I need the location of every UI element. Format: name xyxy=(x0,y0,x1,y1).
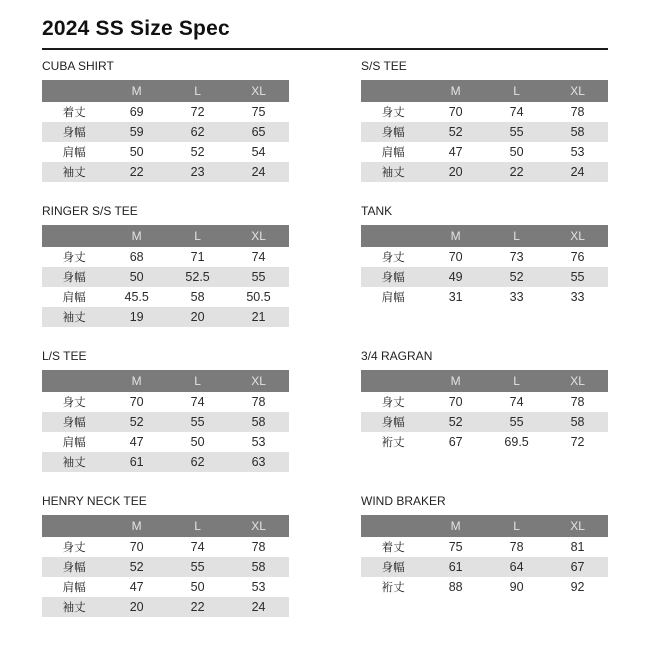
size-value: 33 xyxy=(570,289,585,304)
row-label: 肩幅 xyxy=(62,436,86,449)
size-value: 62 xyxy=(190,124,205,139)
size-value: 50 xyxy=(190,434,205,449)
size-value: 22 xyxy=(190,599,205,614)
table-body xyxy=(361,247,608,307)
header-row xyxy=(361,225,608,247)
table-title: 3/4 RAGRAN xyxy=(361,349,433,364)
row-label: 袖丈 xyxy=(62,456,86,469)
row-label: 身丈 xyxy=(381,251,405,264)
header-empty-cell xyxy=(42,80,106,102)
table-row xyxy=(42,557,289,577)
size-table-group xyxy=(42,204,289,326)
size-value: 70 xyxy=(129,394,144,409)
size-value: 75 xyxy=(251,104,266,119)
size-value: 75 xyxy=(448,539,463,554)
size-value: 50 xyxy=(129,144,144,159)
table-row xyxy=(361,577,608,597)
size-value: 70 xyxy=(129,539,144,554)
table-row xyxy=(42,122,289,142)
size-value: 22 xyxy=(509,164,524,179)
column-header: L xyxy=(167,370,228,392)
table-body xyxy=(361,537,608,597)
table-row xyxy=(361,537,608,557)
size-value: 74 xyxy=(251,249,266,264)
row-label: 肩幅 xyxy=(381,146,405,159)
row-label: 袖丈 xyxy=(62,601,86,614)
table-row xyxy=(361,162,608,182)
table-title: CUBA SHIRT xyxy=(42,59,114,74)
size-value: 50 xyxy=(190,579,205,594)
size-table xyxy=(361,515,608,597)
table-row xyxy=(42,597,289,617)
row-label: 身丈 xyxy=(381,106,405,119)
size-value: 50.5 xyxy=(246,289,271,304)
size-table xyxy=(42,370,289,472)
column-header: XL xyxy=(547,225,608,247)
size-value: 24 xyxy=(251,599,266,614)
header-empty-cell xyxy=(361,515,425,537)
table-title: L/S TEE xyxy=(42,349,87,364)
size-value: 47 xyxy=(129,434,144,449)
size-table-group xyxy=(361,204,608,306)
size-value: 58 xyxy=(251,414,266,429)
size-value: 78 xyxy=(251,539,266,554)
column-header: XL xyxy=(547,80,608,102)
size-value: 52 xyxy=(509,269,524,284)
table-body xyxy=(361,392,608,452)
size-value: 58 xyxy=(570,414,585,429)
column-header: M xyxy=(106,225,167,247)
size-value: 53 xyxy=(570,144,585,159)
table-row xyxy=(42,577,289,597)
table-row xyxy=(361,557,608,577)
size-value: 53 xyxy=(251,579,266,594)
size-value: 55 xyxy=(190,559,205,574)
size-value: 69 xyxy=(129,104,144,119)
header-row xyxy=(361,370,608,392)
table-title: TANK xyxy=(361,204,393,219)
column-header: XL xyxy=(547,370,608,392)
row-label: 身幅 xyxy=(381,416,405,429)
column-header: M xyxy=(106,370,167,392)
size-value: 78 xyxy=(570,394,585,409)
size-value: 69.5 xyxy=(504,434,529,449)
size-value: 72 xyxy=(190,104,205,119)
row-label: 身幅 xyxy=(381,561,405,574)
size-value: 68 xyxy=(129,249,144,264)
row-label: 裄丈 xyxy=(381,581,405,594)
size-value: 76 xyxy=(570,249,585,264)
row-label: 身丈 xyxy=(381,396,405,409)
row-label: 袖丈 xyxy=(62,311,86,324)
column-header: L xyxy=(486,515,547,537)
size-value: 20 xyxy=(129,599,144,614)
column-header: L xyxy=(486,225,547,247)
size-value: 62 xyxy=(190,454,205,469)
table-row xyxy=(42,392,289,412)
size-value: 65 xyxy=(251,124,266,139)
size-value: 33 xyxy=(509,289,524,304)
table-title: HENRY NECK TEE xyxy=(42,494,147,509)
column-header: L xyxy=(167,225,228,247)
row-label: 肩幅 xyxy=(62,146,86,159)
row-label: 身幅 xyxy=(62,416,86,429)
table-body xyxy=(361,102,608,182)
size-table-group xyxy=(42,59,289,181)
row-label: 肩幅 xyxy=(381,291,405,304)
size-value: 58 xyxy=(190,289,205,304)
size-value: 67 xyxy=(448,434,463,449)
table-row xyxy=(42,247,289,267)
size-value: 78 xyxy=(509,539,524,554)
size-value: 81 xyxy=(570,539,585,554)
size-value: 50 xyxy=(509,144,524,159)
size-table xyxy=(361,370,608,452)
size-table-group xyxy=(361,349,608,451)
size-value: 71 xyxy=(190,249,205,264)
size-value: 55 xyxy=(509,124,524,139)
size-value: 55 xyxy=(190,414,205,429)
table-row xyxy=(42,412,289,432)
table-title: RINGER S/S TEE xyxy=(42,204,138,219)
header-row xyxy=(42,80,289,102)
column-header: XL xyxy=(228,80,289,102)
row-label: 裄丈 xyxy=(381,436,405,449)
column-header: L xyxy=(167,80,228,102)
header-empty-cell xyxy=(361,225,425,247)
table-row xyxy=(42,102,289,122)
column-header: M xyxy=(425,225,486,247)
size-value: 72 xyxy=(570,434,585,449)
size-value: 52 xyxy=(448,124,463,139)
row-label: 着丈 xyxy=(381,541,405,554)
column-header: L xyxy=(486,80,547,102)
size-value: 74 xyxy=(509,104,524,119)
table-row xyxy=(42,307,289,327)
size-value: 23 xyxy=(190,164,205,179)
size-table-group xyxy=(361,494,608,596)
row-label: 身丈 xyxy=(62,251,86,264)
size-value: 55 xyxy=(251,269,266,284)
size-value: 52.5 xyxy=(185,269,210,284)
size-value: 58 xyxy=(570,124,585,139)
table-row xyxy=(42,162,289,182)
size-value: 55 xyxy=(509,414,524,429)
size-table xyxy=(42,225,289,327)
size-value: 24 xyxy=(251,164,266,179)
table-row xyxy=(42,287,289,307)
page-title: 2024 SS Size Spec xyxy=(42,17,230,40)
size-value: 52 xyxy=(448,414,463,429)
column-header: M xyxy=(106,515,167,537)
row-label: 身幅 xyxy=(381,271,405,284)
size-value: 19 xyxy=(129,309,144,324)
tables-grid xyxy=(42,59,608,639)
size-value: 64 xyxy=(509,559,524,574)
size-value: 47 xyxy=(448,144,463,159)
size-table-group xyxy=(361,59,608,181)
size-value: 92 xyxy=(570,579,585,594)
size-value: 74 xyxy=(509,394,524,409)
header-row xyxy=(42,370,289,392)
size-value: 74 xyxy=(190,394,205,409)
table-row xyxy=(361,287,608,307)
size-value: 45.5 xyxy=(124,289,149,304)
size-value: 67 xyxy=(570,559,585,574)
size-value: 47 xyxy=(129,579,144,594)
column-header: M xyxy=(425,370,486,392)
size-value: 88 xyxy=(448,579,463,594)
table-title: S/S TEE xyxy=(361,59,407,74)
size-value: 78 xyxy=(570,104,585,119)
size-value: 53 xyxy=(251,434,266,449)
table-row xyxy=(361,267,608,287)
size-value: 90 xyxy=(509,579,524,594)
size-value: 74 xyxy=(190,539,205,554)
size-value: 70 xyxy=(448,249,463,264)
size-value: 70 xyxy=(448,394,463,409)
row-label: 肩幅 xyxy=(62,581,86,594)
header-row xyxy=(361,80,608,102)
column-header: L xyxy=(167,515,228,537)
row-label: 身丈 xyxy=(62,541,86,554)
title-divider xyxy=(42,48,608,50)
table-row xyxy=(42,267,289,287)
table-body xyxy=(42,537,289,617)
size-value: 22 xyxy=(129,164,144,179)
table-body xyxy=(42,392,289,472)
size-value: 59 xyxy=(129,124,144,139)
table-row xyxy=(361,412,608,432)
row-label: 身幅 xyxy=(62,126,86,139)
column-header: M xyxy=(425,80,486,102)
table-title: WIND BRAKER xyxy=(361,494,446,509)
row-label: 身幅 xyxy=(62,561,86,574)
size-value: 73 xyxy=(509,249,524,264)
size-table-group xyxy=(42,349,289,471)
table-row xyxy=(42,432,289,452)
table-row xyxy=(42,452,289,472)
header-empty-cell xyxy=(42,225,106,247)
header-row xyxy=(42,515,289,537)
size-table xyxy=(361,225,608,307)
size-value: 70 xyxy=(448,104,463,119)
size-value: 61 xyxy=(129,454,144,469)
row-label: 身丈 xyxy=(62,396,86,409)
column-header: XL xyxy=(228,370,289,392)
row-label: 身幅 xyxy=(381,126,405,139)
size-value: 20 xyxy=(190,309,205,324)
size-value: 78 xyxy=(251,394,266,409)
table-row xyxy=(361,247,608,267)
size-table-group xyxy=(42,494,289,616)
size-value: 24 xyxy=(570,164,585,179)
header-empty-cell xyxy=(361,80,425,102)
row-label: 袖丈 xyxy=(62,166,86,179)
table-body xyxy=(42,102,289,182)
table-row xyxy=(361,102,608,122)
size-value: 52 xyxy=(129,414,144,429)
column-header: XL xyxy=(228,515,289,537)
column-header: M xyxy=(425,515,486,537)
column-header: XL xyxy=(228,225,289,247)
table-row xyxy=(361,142,608,162)
size-value: 63 xyxy=(251,454,266,469)
size-value: 58 xyxy=(251,559,266,574)
size-value: 20 xyxy=(448,164,463,179)
column-header: M xyxy=(106,80,167,102)
size-value: 54 xyxy=(251,144,266,159)
row-label: 肩幅 xyxy=(62,291,86,304)
size-value: 31 xyxy=(448,289,463,304)
size-table xyxy=(42,515,289,617)
header-empty-cell xyxy=(42,370,106,392)
size-value: 52 xyxy=(190,144,205,159)
header-row xyxy=(42,225,289,247)
size-value: 61 xyxy=(448,559,463,574)
row-label: 袖丈 xyxy=(381,166,405,179)
header-empty-cell xyxy=(42,515,106,537)
table-row xyxy=(361,392,608,412)
size-table xyxy=(361,80,608,182)
header-empty-cell xyxy=(361,370,425,392)
size-value: 52 xyxy=(129,559,144,574)
table-row xyxy=(361,122,608,142)
size-value: 21 xyxy=(251,309,266,324)
size-value: 55 xyxy=(570,269,585,284)
size-table xyxy=(42,80,289,182)
size-value: 49 xyxy=(448,269,463,284)
row-label: 身幅 xyxy=(62,271,86,284)
table-row xyxy=(361,432,608,452)
header-row xyxy=(361,515,608,537)
table-body xyxy=(42,247,289,327)
size-value: 50 xyxy=(129,269,144,284)
row-label: 着丈 xyxy=(62,106,86,119)
table-row xyxy=(42,142,289,162)
table-row xyxy=(42,537,289,557)
column-header: XL xyxy=(547,515,608,537)
column-header: L xyxy=(486,370,547,392)
